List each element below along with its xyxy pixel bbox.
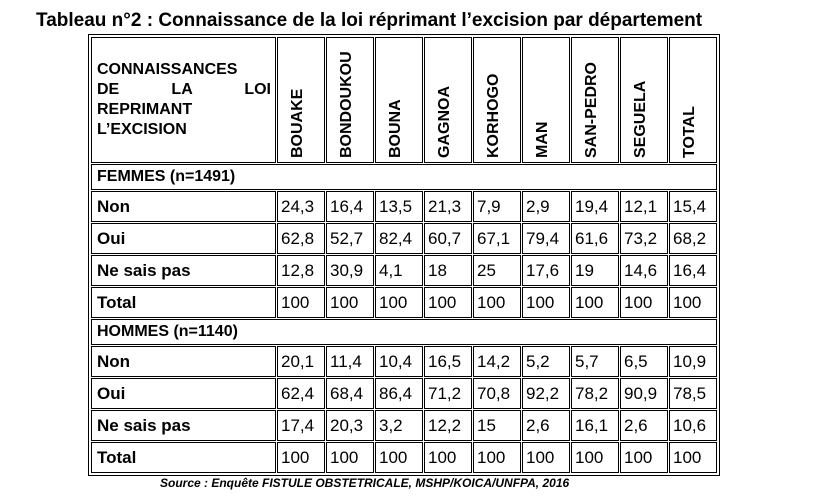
table-cell: 10,6: [669, 410, 717, 441]
table-cell: 82,4: [375, 223, 423, 254]
table-cell: 5,2: [522, 346, 570, 377]
table-cell: 68,4: [326, 378, 374, 409]
table-cell: 20,1: [277, 346, 325, 377]
table-cell: 5,7: [571, 346, 619, 377]
table-cell: 100: [522, 442, 570, 473]
table-cell: 11,4: [326, 346, 374, 377]
column-header-seguela: [620, 37, 668, 163]
row-label: Total: [91, 287, 276, 318]
table-cell: 100: [669, 287, 717, 318]
table-cell: 2,6: [620, 410, 668, 441]
section-title: HOMMES (n=1140): [91, 319, 717, 345]
header-label-line: CONNAISSANCES: [97, 61, 238, 78]
table-cell: 100: [620, 287, 668, 318]
column-header-text: BOUNA: [387, 99, 404, 158]
table-cell: 7,9: [473, 191, 521, 222]
table-cell: 2,6: [522, 410, 570, 441]
knowledge-law-table: [90, 36, 718, 474]
table-row: [91, 378, 717, 409]
table-cell: 100: [669, 442, 717, 473]
table-row: [91, 255, 717, 286]
column-header-text: SEGUELA: [632, 80, 649, 158]
table-cell: 68,2: [669, 223, 717, 254]
header-row: [91, 37, 717, 163]
table-cell: 70,8: [473, 378, 521, 409]
table-cell: 20,3: [326, 410, 374, 441]
table-cell: 78,5: [669, 378, 717, 409]
table-cell: 100: [326, 442, 374, 473]
column-header-text: MAN: [534, 121, 551, 158]
table-cell: 12,8: [277, 255, 325, 286]
column-header-gagnoa: [424, 37, 472, 163]
column-header-text: SAN-PEDRO: [583, 61, 600, 158]
table-cell: 61,6: [571, 223, 619, 254]
row-label: Non: [91, 191, 276, 222]
table-cell: 6,5: [620, 346, 668, 377]
table-cell: 100: [571, 442, 619, 473]
table-row: [91, 223, 717, 254]
table-row: [91, 346, 717, 377]
table-cell: 30,9: [326, 255, 374, 286]
table-cell: 100: [473, 442, 521, 473]
column-header-man: [522, 37, 570, 163]
table-cell: 21,3: [424, 191, 472, 222]
table-cell: 2,9: [522, 191, 570, 222]
section-title: FEMMES (n=1491): [91, 164, 717, 190]
table-cell: 62,8: [277, 223, 325, 254]
table-cell: 13,5: [375, 191, 423, 222]
row-label: Non: [91, 346, 276, 377]
header-label-line: L’EXCISION: [97, 121, 187, 138]
column-header-bouake: [277, 37, 325, 163]
table-cell: 3,2: [375, 410, 423, 441]
table-cell: 100: [375, 442, 423, 473]
source-note: Source : Enquête FISTULE OBSTETRICALE, MSHP/KOICA/UNFPA, 2016: [160, 476, 570, 490]
row-label: Oui: [91, 378, 276, 409]
row-label: Total: [91, 442, 276, 473]
column-header-text: BONDOUKOU: [338, 51, 355, 158]
column-header-bondoukou: [326, 37, 374, 163]
table-cell: 100: [620, 442, 668, 473]
table-cell: 4,1: [375, 255, 423, 286]
data-table-frame: [88, 34, 720, 476]
column-header-text: GAGNOA: [436, 86, 453, 158]
table-cell: 73,2: [620, 223, 668, 254]
row-label: Oui: [91, 223, 276, 254]
table-cell: 18: [424, 255, 472, 286]
table-cell: 100: [571, 287, 619, 318]
table-cell: 100: [424, 442, 472, 473]
table-cell: 10,9: [669, 346, 717, 377]
table-cell: 52,7: [326, 223, 374, 254]
table-title: Tableau n°2 : Connaissance de la loi réprimant l’excision par département: [36, 10, 703, 31]
column-header-text: BOUAKE: [289, 88, 306, 158]
table-cell: 14,6: [620, 255, 668, 286]
column-header-text: TOTAL: [681, 106, 698, 158]
table-cell: 12,1: [620, 191, 668, 222]
table-cell: 71,2: [424, 378, 472, 409]
table-cell: 15: [473, 410, 521, 441]
row-label: Ne sais pas: [91, 255, 276, 286]
table-cell: 62,4: [277, 378, 325, 409]
table-cell: 67,1: [473, 223, 521, 254]
table-cell: 19: [571, 255, 619, 286]
table-cell: 60,7: [424, 223, 472, 254]
table-cell: 100: [277, 442, 325, 473]
header-label-line: REPRIMANT: [97, 101, 193, 118]
section-row: [91, 319, 717, 345]
table-cell: 12,2: [424, 410, 472, 441]
table-cell: 100: [522, 287, 570, 318]
column-header-text: KORHOGO: [485, 73, 502, 158]
table-cell: 92,2: [522, 378, 570, 409]
row-label: Ne sais pas: [91, 410, 276, 441]
table-cell: 79,4: [522, 223, 570, 254]
column-header-total: [669, 37, 717, 163]
section-row: [91, 164, 717, 190]
table-cell: 86,4: [375, 378, 423, 409]
column-header-bouna: [375, 37, 423, 163]
table-cell: 16,4: [669, 255, 717, 286]
table-cell: 100: [326, 287, 374, 318]
table-cell: 90,9: [620, 378, 668, 409]
table-cell: 17,4: [277, 410, 325, 441]
table-cell: 16,4: [326, 191, 374, 222]
column-header-korhogo: [473, 37, 521, 163]
table-cell: 100: [473, 287, 521, 318]
column-header-san-pedro: [571, 37, 619, 163]
table-cell: 10,4: [375, 346, 423, 377]
table-cell: 16,1: [571, 410, 619, 441]
table-cell: 100: [277, 287, 325, 318]
table-row: [91, 442, 717, 473]
table-cell: 17,6: [522, 255, 570, 286]
table-cell: 78,2: [571, 378, 619, 409]
table-cell: 24,3: [277, 191, 325, 222]
table-row: [91, 410, 717, 441]
table-cell: 100: [424, 287, 472, 318]
table-cell: 16,5: [424, 346, 472, 377]
table-cell: 14,2: [473, 346, 521, 377]
table-row: [91, 191, 717, 222]
row-header-label: [91, 37, 276, 163]
table-row: [91, 287, 717, 318]
table-cell: 25: [473, 255, 521, 286]
header-label-line: DE LA LOI: [97, 81, 271, 98]
table-cell: 15,4: [669, 191, 717, 222]
table-cell: 19,4: [571, 191, 619, 222]
table-cell: 100: [375, 287, 423, 318]
